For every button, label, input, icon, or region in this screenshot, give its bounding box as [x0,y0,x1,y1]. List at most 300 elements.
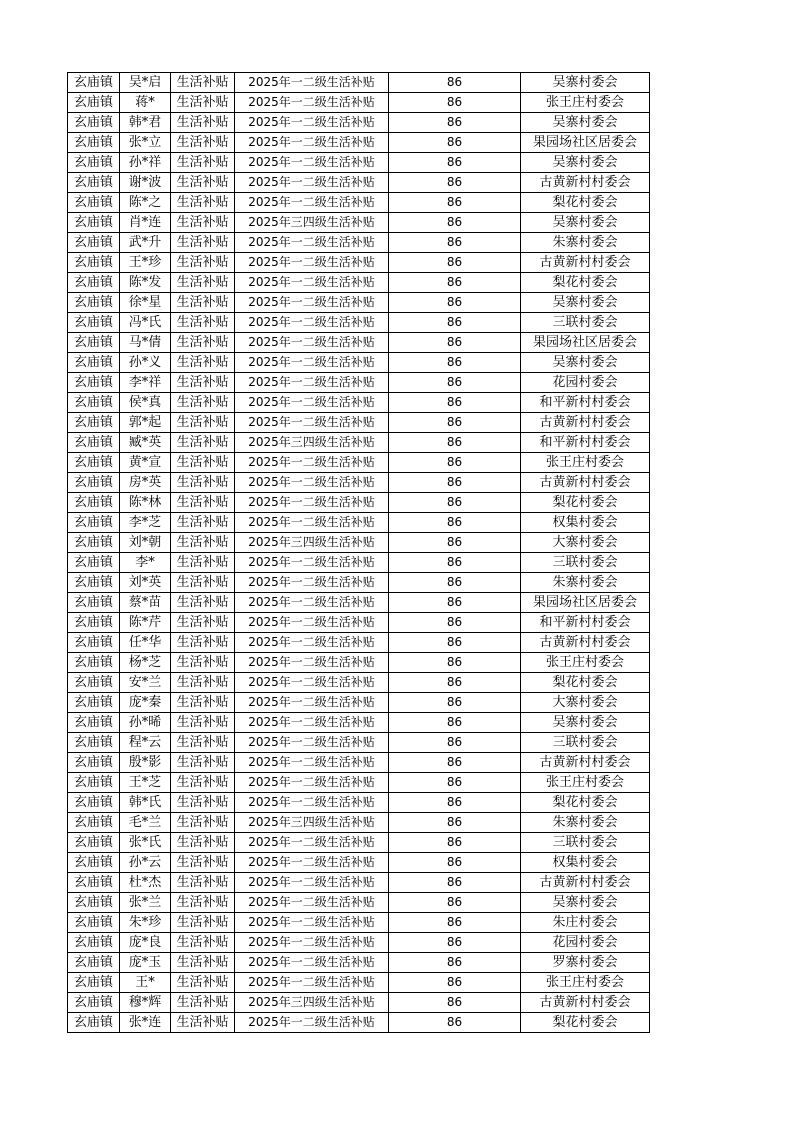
table-row [68,473,650,493]
amount-cell: 86 [389,133,521,153]
table-row [68,553,650,573]
committee-cell: 果园场社区居委会 [521,133,650,153]
town-cell: 玄庙镇 [68,73,120,93]
table-row [68,593,650,613]
name-cell: 杨*芝 [120,653,171,673]
committee-cell: 张王庄村委会 [521,773,650,793]
town-cell: 玄庙镇 [68,313,120,333]
town-cell: 玄庙镇 [68,533,120,553]
amount-cell: 86 [389,853,521,873]
name-cell: 徐*星 [120,293,171,313]
committee-cell: 古黄新村村委会 [521,633,650,653]
name-cell: 孙*云 [120,853,171,873]
table-row [68,373,650,393]
category-cell: 生活补贴 [171,693,235,713]
name-cell: 侯*真 [120,393,171,413]
town-cell: 玄庙镇 [68,733,120,753]
town-cell: 玄庙镇 [68,573,120,593]
name-cell: 朱*珍 [120,913,171,933]
amount-cell: 86 [389,953,521,973]
committee-cell: 梨花村委会 [521,673,650,693]
table-row [68,413,650,433]
name-cell: 程*云 [120,733,171,753]
committee-cell: 吴寨村委会 [521,353,650,373]
table-row [68,333,650,353]
table-row [68,313,650,333]
name-cell: 肖*连 [120,213,171,233]
town-cell: 玄庙镇 [68,833,120,853]
category-cell: 生活补贴 [171,213,235,233]
name-cell: 韩*氏 [120,793,171,813]
town-cell: 玄庙镇 [68,173,120,193]
committee-cell: 古黄新村村委会 [521,473,650,493]
item-cell: 2025年一二级生活补贴 [235,553,389,573]
town-cell: 玄庙镇 [68,473,120,493]
name-cell: 张*氏 [120,833,171,853]
item-cell: 2025年一二级生活补贴 [235,353,389,373]
item-cell: 2025年一二级生活补贴 [235,273,389,293]
amount-cell: 86 [389,693,521,713]
town-cell: 玄庙镇 [68,413,120,433]
town-cell: 玄庙镇 [68,293,120,313]
name-cell: 陈*发 [120,273,171,293]
table-row [68,633,650,653]
name-cell: 臧*英 [120,433,171,453]
committee-cell: 和平新村村委会 [521,393,650,413]
item-cell: 2025年一二级生活补贴 [235,173,389,193]
category-cell: 生活补贴 [171,893,235,913]
town-cell: 玄庙镇 [68,393,120,413]
name-cell: 刘*英 [120,573,171,593]
committee-cell: 吴寨村委会 [521,213,650,233]
amount-cell: 86 [389,633,521,653]
table-row [68,1013,650,1033]
category-cell: 生活补贴 [171,393,235,413]
table-row [68,193,650,213]
category-cell: 生活补贴 [171,973,235,993]
amount-cell: 86 [389,573,521,593]
town-cell: 玄庙镇 [68,1013,120,1033]
amount-cell: 86 [389,393,521,413]
town-cell: 玄庙镇 [68,613,120,633]
item-cell: 2025年一二级生活补贴 [235,333,389,353]
name-cell: 穆*辉 [120,993,171,1013]
town-cell: 玄庙镇 [68,273,120,293]
amount-cell: 86 [389,913,521,933]
amount-cell: 86 [389,473,521,493]
item-cell: 2025年一二级生活补贴 [235,573,389,593]
name-cell: 张*兰 [120,893,171,913]
amount-cell: 86 [389,1013,521,1033]
table-row [68,73,650,93]
category-cell: 生活补贴 [171,773,235,793]
committee-cell: 吴寨村委会 [521,113,650,133]
committee-cell: 三联村委会 [521,833,650,853]
committee-cell: 古黄新村村委会 [521,873,650,893]
name-cell: 庞*秦 [120,693,171,713]
category-cell: 生活补贴 [171,713,235,733]
amount-cell: 86 [389,833,521,853]
amount-cell: 86 [389,773,521,793]
category-cell: 生活补贴 [171,193,235,213]
committee-cell: 张王庄村委会 [521,93,650,113]
item-cell: 2025年一二级生活补贴 [235,393,389,413]
category-cell: 生活补贴 [171,633,235,653]
name-cell: 刘*朝 [120,533,171,553]
town-cell: 玄庙镇 [68,113,120,133]
amount-cell: 86 [389,793,521,813]
table-row [68,93,650,113]
item-cell: 2025年一二级生活补贴 [235,93,389,113]
category-cell: 生活补贴 [171,1013,235,1033]
table-row [68,913,650,933]
committee-cell: 三联村委会 [521,313,650,333]
town-cell: 玄庙镇 [68,193,120,213]
amount-cell: 86 [389,673,521,693]
committee-cell: 张王庄村委会 [521,653,650,673]
category-cell: 生活补贴 [171,413,235,433]
town-cell: 玄庙镇 [68,933,120,953]
item-cell: 2025年一二级生活补贴 [235,113,389,133]
town-cell: 玄庙镇 [68,593,120,613]
committee-cell: 古黄新村村委会 [521,413,650,433]
category-cell: 生活补贴 [171,813,235,833]
category-cell: 生活补贴 [171,473,235,493]
town-cell: 玄庙镇 [68,713,120,733]
item-cell: 2025年一二级生活补贴 [235,413,389,433]
item-cell: 2025年一二级生活补贴 [235,653,389,673]
table-row [68,493,650,513]
committee-cell: 梨花村委会 [521,493,650,513]
table-row [68,733,650,753]
name-cell: 谢*波 [120,173,171,193]
table-row [68,213,650,233]
name-cell: 武*升 [120,233,171,253]
committee-cell: 古黄新村村委会 [521,993,650,1013]
name-cell: 孙*晞 [120,713,171,733]
committee-cell: 三联村委会 [521,733,650,753]
category-cell: 生活补贴 [171,933,235,953]
item-cell: 2025年一二级生活补贴 [235,853,389,873]
committee-cell: 朱庄村委会 [521,913,650,933]
item-cell: 2025年一二级生活补贴 [235,1013,389,1033]
amount-cell: 86 [389,373,521,393]
name-cell: 蔡*苗 [120,593,171,613]
table-row [68,953,650,973]
item-cell: 2025年一二级生活补贴 [235,953,389,973]
town-cell: 玄庙镇 [68,633,120,653]
town-cell: 玄庙镇 [68,773,120,793]
category-cell: 生活补贴 [171,313,235,333]
committee-cell: 吴寨村委会 [521,893,650,913]
town-cell: 玄庙镇 [68,253,120,273]
committee-cell: 古黄新村村委会 [521,253,650,273]
item-cell: 2025年一二级生活补贴 [235,933,389,953]
amount-cell: 86 [389,253,521,273]
committee-cell: 梨花村委会 [521,273,650,293]
amount-cell: 86 [389,193,521,213]
table-row [68,673,650,693]
name-cell: 李* [120,553,171,573]
category-cell: 生活补贴 [171,173,235,193]
town-cell: 玄庙镇 [68,853,120,873]
name-cell: 殷*影 [120,753,171,773]
committee-cell: 朱寨村委会 [521,233,650,253]
category-cell: 生活补贴 [171,153,235,173]
table-row [68,653,650,673]
committee-cell: 罗寨村委会 [521,953,650,973]
table-row [68,613,650,633]
committee-cell: 梨花村委会 [521,793,650,813]
amount-cell: 86 [389,553,521,573]
committee-cell: 三联村委会 [521,553,650,573]
name-cell: 毛*兰 [120,813,171,833]
category-cell: 生活补贴 [171,273,235,293]
amount-cell: 86 [389,613,521,633]
committee-cell: 花园村委会 [521,373,650,393]
table-row [68,113,650,133]
item-cell: 2025年一二级生活补贴 [235,673,389,693]
table-row [68,993,650,1013]
town-cell: 玄庙镇 [68,793,120,813]
table-row [68,573,650,593]
table-row [68,173,650,193]
item-cell: 2025年一二级生活补贴 [235,613,389,633]
amount-cell: 86 [389,593,521,613]
item-cell: 2025年一二级生活补贴 [235,473,389,493]
name-cell: 安*兰 [120,673,171,693]
category-cell: 生活补贴 [171,513,235,533]
committee-cell: 权集村委会 [521,513,650,533]
amount-cell: 86 [389,453,521,473]
amount-cell: 86 [389,753,521,773]
category-cell: 生活补贴 [171,373,235,393]
town-cell: 玄庙镇 [68,453,120,473]
town-cell: 玄庙镇 [68,373,120,393]
table-row [68,153,650,173]
amount-cell: 86 [389,513,521,533]
committee-cell: 张王庄村委会 [521,973,650,993]
committee-cell: 古黄新村村委会 [521,173,650,193]
amount-cell: 86 [389,353,521,373]
name-cell: 蒋* [120,93,171,113]
committee-cell: 权集村委会 [521,853,650,873]
table-row [68,293,650,313]
item-cell: 2025年一二级生活补贴 [235,373,389,393]
category-cell: 生活补贴 [171,333,235,353]
committee-cell: 张王庄村委会 [521,453,650,473]
item-cell: 2025年一二级生活补贴 [235,293,389,313]
item-cell: 2025年一二级生活补贴 [235,633,389,653]
town-cell: 玄庙镇 [68,693,120,713]
table-row [68,513,650,533]
town-cell: 玄庙镇 [68,753,120,773]
name-cell: 陈*芹 [120,613,171,633]
amount-cell: 86 [389,213,521,233]
item-cell: 2025年一二级生活补贴 [235,593,389,613]
item-cell: 2025年一二级生活补贴 [235,133,389,153]
town-cell: 玄庙镇 [68,133,120,153]
committee-cell: 花园村委会 [521,933,650,953]
committee-cell: 吴寨村委会 [521,713,650,733]
amount-cell: 86 [389,273,521,293]
table-row [68,273,650,293]
amount-cell: 86 [389,413,521,433]
item-cell: 2025年三四级生活补贴 [235,993,389,1013]
table-row [68,973,650,993]
item-cell: 2025年一二级生活补贴 [235,693,389,713]
category-cell: 生活补贴 [171,533,235,553]
table-row [68,233,650,253]
table-row [68,353,650,373]
table-row [68,793,650,813]
name-cell: 庞*良 [120,933,171,953]
name-cell: 李*芝 [120,513,171,533]
committee-cell: 梨花村委会 [521,193,650,213]
amount-cell: 86 [389,933,521,953]
amount-cell: 86 [389,733,521,753]
amount-cell: 86 [389,233,521,253]
town-cell: 玄庙镇 [68,893,120,913]
name-cell: 王*芝 [120,773,171,793]
category-cell: 生活补贴 [171,113,235,133]
name-cell: 张*立 [120,133,171,153]
town-cell: 玄庙镇 [68,153,120,173]
item-cell: 2025年一二级生活补贴 [235,193,389,213]
category-cell: 生活补贴 [171,873,235,893]
town-cell: 玄庙镇 [68,913,120,933]
committee-cell: 大寨村委会 [521,693,650,713]
amount-cell: 86 [389,493,521,513]
name-cell: 陈*林 [120,493,171,513]
item-cell: 2025年三四级生活补贴 [235,213,389,233]
name-cell: 李*祥 [120,373,171,393]
category-cell: 生活补贴 [171,73,235,93]
category-cell: 生活补贴 [171,573,235,593]
table-row [68,393,650,413]
category-cell: 生活补贴 [171,673,235,693]
town-cell: 玄庙镇 [68,873,120,893]
name-cell: 孙*义 [120,353,171,373]
item-cell: 2025年一二级生活补贴 [235,313,389,333]
item-cell: 2025年一二级生活补贴 [235,973,389,993]
category-cell: 生活补贴 [171,993,235,1013]
category-cell: 生活补贴 [171,233,235,253]
name-cell: 房*英 [120,473,171,493]
table-row [68,713,650,733]
amount-cell: 86 [389,973,521,993]
item-cell: 2025年三四级生活补贴 [235,433,389,453]
name-cell: 张*连 [120,1013,171,1033]
category-cell: 生活补贴 [171,913,235,933]
item-cell: 2025年一二级生活补贴 [235,733,389,753]
table-row [68,893,650,913]
amount-cell: 86 [389,893,521,913]
item-cell: 2025年一二级生活补贴 [235,913,389,933]
amount-cell: 86 [389,93,521,113]
name-cell: 庞*玉 [120,953,171,973]
item-cell: 2025年一二级生活补贴 [235,753,389,773]
table-row [68,833,650,853]
item-cell: 2025年一二级生活补贴 [235,493,389,513]
amount-cell: 86 [389,653,521,673]
amount-cell: 86 [389,533,521,553]
item-cell: 2025年一二级生活补贴 [235,233,389,253]
name-cell: 陈*之 [120,193,171,213]
table-row [68,853,650,873]
amount-cell: 86 [389,73,521,93]
town-cell: 玄庙镇 [68,213,120,233]
amount-cell: 86 [389,313,521,333]
committee-cell: 古黄新村村委会 [521,753,650,773]
amount-cell: 86 [389,333,521,353]
table-row [68,433,650,453]
table-row [68,813,650,833]
table-row [68,453,650,473]
name-cell: 郭*起 [120,413,171,433]
town-cell: 玄庙镇 [68,813,120,833]
town-cell: 玄庙镇 [68,353,120,373]
table-row [68,133,650,153]
name-cell: 杜*杰 [120,873,171,893]
item-cell: 2025年一二级生活补贴 [235,713,389,733]
table-row [68,933,650,953]
name-cell: 任*华 [120,633,171,653]
town-cell: 玄庙镇 [68,953,120,973]
name-cell: 冯*氏 [120,313,171,333]
item-cell: 2025年一二级生活补贴 [235,893,389,913]
category-cell: 生活补贴 [171,613,235,633]
category-cell: 生活补贴 [171,653,235,673]
category-cell: 生活补贴 [171,133,235,153]
category-cell: 生活补贴 [171,733,235,753]
category-cell: 生活补贴 [171,453,235,473]
amount-cell: 86 [389,813,521,833]
category-cell: 生活补贴 [171,953,235,973]
amount-cell: 86 [389,173,521,193]
item-cell: 2025年一二级生活补贴 [235,73,389,93]
item-cell: 2025年三四级生活补贴 [235,533,389,553]
town-cell: 玄庙镇 [68,233,120,253]
committee-cell: 大寨村委会 [521,533,650,553]
category-cell: 生活补贴 [171,253,235,273]
amount-cell: 86 [389,153,521,173]
committee-cell: 吴寨村委会 [521,293,650,313]
item-cell: 2025年一二级生活补贴 [235,873,389,893]
town-cell: 玄庙镇 [68,973,120,993]
category-cell: 生活补贴 [171,493,235,513]
town-cell: 玄庙镇 [68,513,120,533]
town-cell: 玄庙镇 [68,493,120,513]
subsidy-table [67,72,650,1033]
amount-cell: 86 [389,713,521,733]
table-row [68,253,650,273]
committee-cell: 朱寨村委会 [521,813,650,833]
name-cell: 吴*启 [120,73,171,93]
table-row [68,773,650,793]
name-cell: 黄*宣 [120,453,171,473]
name-cell: 王*珍 [120,253,171,273]
table-body [68,73,650,1033]
committee-cell: 果园场社区居委会 [521,333,650,353]
amount-cell: 86 [389,433,521,453]
town-cell: 玄庙镇 [68,553,120,573]
town-cell: 玄庙镇 [68,653,120,673]
item-cell: 2025年一二级生活补贴 [235,153,389,173]
town-cell: 玄庙镇 [68,433,120,453]
category-cell: 生活补贴 [171,753,235,773]
item-cell: 2025年一二级生活补贴 [235,833,389,853]
